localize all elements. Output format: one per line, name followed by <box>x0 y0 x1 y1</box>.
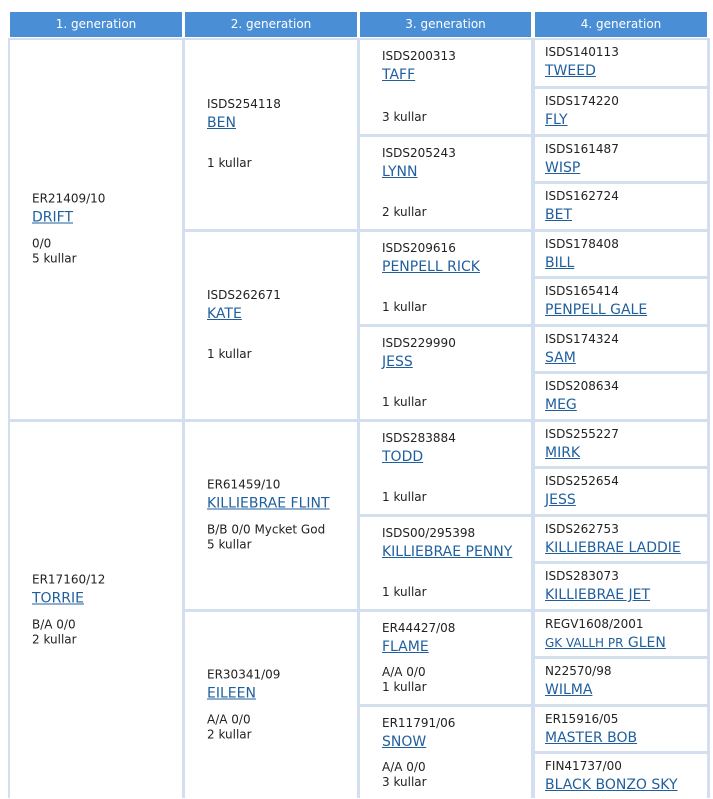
dog-reg-number: ER30341/09 <box>207 667 281 682</box>
pedigree-cell-gen4-10 <box>535 517 707 562</box>
dog-reg-number: REGV1608/2001 <box>545 616 644 631</box>
pedigree-cell-gen3-0 <box>360 40 531 134</box>
dog-litter-count: 5 kullar <box>207 537 252 552</box>
dog-reg-number: ISDS283073 <box>545 569 619 583</box>
dog-reg-number: ISDS140113 <box>545 45 619 59</box>
dog-reg-number: ISDS262671 <box>207 288 281 302</box>
pedigree-cell-gen2-1 <box>185 232 357 419</box>
pedigree-cell-gen3-4 <box>360 422 531 514</box>
pedigree-cell-gen4-13 <box>535 659 707 704</box>
pedigree-cell-gen4-6 <box>535 327 707 372</box>
dog-name-link[interactable] <box>545 635 666 652</box>
dog-name-link[interactable]: MIRK <box>545 444 581 461</box>
dog-reg-number: FIN41737/00 <box>545 759 622 773</box>
dog-name-link[interactable]: DRIFT <box>32 209 73 226</box>
dog-name-link[interactable]: TODD <box>382 448 424 465</box>
pedigree-cell-gen4-4 <box>535 232 707 277</box>
dog-reg-number: ER21409/10 <box>32 191 106 206</box>
pedigree-cell-gen4-12 <box>535 612 707 657</box>
dog-reg-number: ISDS162724 <box>545 189 619 203</box>
dog-name-link[interactable]: KILLIEBRAE LADDIE <box>545 539 681 556</box>
dog-name-link[interactable]: JESS <box>382 353 413 370</box>
dog-health-results: B/A 0/0 <box>32 617 76 632</box>
dog-name-link[interactable]: BEN <box>207 115 236 132</box>
pedigree-cell-gen3-5 <box>360 517 531 609</box>
pedigree-cell-gen4-14 <box>535 707 707 752</box>
dog-health-results: A/A 0/0 <box>207 712 251 727</box>
dog-reg-number: ER17160/12 <box>32 572 106 587</box>
dog-reg-number: ISDS229990 <box>382 335 456 350</box>
dog-health-results: A/A 0/0 <box>382 759 426 774</box>
dog-litter-count: 1 kullar <box>382 679 427 694</box>
dog-name-link[interactable]: LYNN <box>382 163 418 180</box>
pedigree-cell-gen1-1 <box>10 422 182 799</box>
pedigree-cell-gen2-2 <box>185 422 357 609</box>
dog-reg-number: ISDS200313 <box>382 49 456 63</box>
dog-litter-count: 1 kullar <box>207 347 252 361</box>
dog-health-results: 0/0 <box>32 236 52 251</box>
pedigree-cell-gen4-0 <box>535 40 707 86</box>
dog-reg-number: ISDS208634 <box>545 379 619 393</box>
dog-litter-count: 2 kullar <box>32 632 77 647</box>
header-generation-2: 2. generation <box>185 12 357 37</box>
pedigree-cell-gen4-3 <box>535 184 707 229</box>
pedigree-cell-gen4-11 <box>535 564 707 609</box>
dog-reg-number: ISDS205243 <box>382 145 456 160</box>
dog-name-link[interactable]: SAM <box>545 349 576 366</box>
dog-litter-count: 3 kullar <box>382 109 427 124</box>
header-generation-1: 1. generation <box>10 12 182 37</box>
pedigree-cell-gen4-5 <box>535 279 707 324</box>
dog-reg-number: ISDS209616 <box>382 240 456 255</box>
dog-reg-number: ER11791/06 <box>382 715 456 730</box>
dog-reg-number: ISDS178408 <box>545 236 619 251</box>
pedigree-cell-gen3-7 <box>360 707 531 799</box>
dog-name-link[interactable]: MASTER BOB <box>545 729 638 746</box>
dog-name-link[interactable]: MEG <box>545 397 577 413</box>
dog-name-link[interactable]: KILLIEBRAE PENNY <box>382 543 513 560</box>
pedigree-cell-gen3-6 <box>360 612 531 704</box>
dog-name-link[interactable]: KILLIEBRAE FLINT <box>207 495 330 512</box>
dog-name-link[interactable]: TORRIE <box>32 590 85 607</box>
dog-reg-number: ISDS161487 <box>545 141 619 156</box>
dog-name-link[interactable]: BET <box>545 207 573 223</box>
dog-litter-count: 1 kullar <box>382 299 427 314</box>
pedigree-cell-gen3-1 <box>360 137 531 229</box>
dog-name: GLEN <box>627 634 666 651</box>
dog-health-results: A/A 0/0 <box>382 664 426 679</box>
dog-litter-count: 3 kullar <box>382 774 427 789</box>
dog-kennel-prefix: GK VALLH PR <box>545 635 624 650</box>
dog-reg-number: ER61459/10 <box>207 477 281 492</box>
dog-name-link[interactable]: BILL <box>545 254 575 271</box>
dog-name-link[interactable]: FLAME <box>382 638 429 655</box>
dog-reg-number: ISDS283884 <box>382 430 456 445</box>
dog-reg-number: ER15916/05 <box>545 711 619 726</box>
dog-reg-number: ISDS174324 <box>545 331 619 346</box>
dog-name-link[interactable]: SNOW <box>382 733 427 750</box>
dog-litter-count: 1 kullar <box>382 394 427 409</box>
dog-reg-number: ISDS255227 <box>545 426 619 441</box>
header-generation-4: 4. generation <box>535 12 707 37</box>
dog-name-link[interactable]: TWEED <box>545 63 596 79</box>
pedigree-cell-gen4-9 <box>535 469 707 514</box>
dog-reg-number: ISDS00/295398 <box>382 525 476 540</box>
dog-litter-count: 1 kullar <box>382 584 427 599</box>
dog-reg-number: ISDS174220 <box>545 94 619 108</box>
dog-reg-number: ISDS252654 <box>545 474 619 488</box>
dog-name-link[interactable]: WILMA <box>545 682 593 698</box>
dog-name-link[interactable]: EILEEN <box>207 685 256 702</box>
dog-litter-count: 2 kullar <box>382 204 427 219</box>
dog-name-link[interactable]: WISP <box>545 159 581 176</box>
pedigree-cell-gen4-8 <box>535 422 707 467</box>
pedigree-cell-gen4-2 <box>535 137 707 182</box>
pedigree-cell-gen4-15 <box>535 754 707 799</box>
dog-reg-number: ISDS262753 <box>545 521 619 536</box>
pedigree-cell-gen4-1 <box>535 89 707 134</box>
dog-name-link[interactable]: PENPELL GALE <box>545 302 648 318</box>
dog-reg-number: ER44427/08 <box>382 620 456 635</box>
pedigree-cell-gen3-3 <box>360 327 531 419</box>
dog-name-link[interactable]: TAFF <box>382 67 416 83</box>
dog-name-link[interactable]: KATE <box>207 306 242 322</box>
dog-litter-count: 1 kullar <box>382 489 427 504</box>
pedigree-cell-gen2-3 <box>185 612 357 799</box>
dog-reg-number: ISDS165414 <box>545 284 619 298</box>
dog-name-link[interactable]: BLACK BONZO SKY <box>545 777 678 793</box>
dog-litter-count: 1 kullar <box>207 156 252 171</box>
dog-name-link[interactable]: KILLIEBRAE JET <box>545 587 651 603</box>
dog-name-link[interactable]: FLY <box>545 112 568 128</box>
dog-litter-count: 2 kullar <box>207 727 252 742</box>
dog-reg-number: N22570/98 <box>545 664 612 678</box>
pedigree-cell-gen1-0 <box>10 40 182 419</box>
header-generation-3: 3. generation <box>360 12 531 37</box>
dog-litter-count: 5 kullar <box>32 251 77 266</box>
dog-health-results: B/B 0/0 Mycket God <box>207 522 326 537</box>
pedigree-cell-gen3-2 <box>360 232 531 324</box>
dog-name-link[interactable]: JESS <box>545 492 576 508</box>
dog-reg-number: ISDS254118 <box>207 97 281 112</box>
pedigree-cell-gen2-0 <box>185 40 357 229</box>
dog-name-link[interactable]: PENPELL RICK <box>382 258 480 275</box>
pedigree-cell-gen4-7 <box>535 374 707 419</box>
